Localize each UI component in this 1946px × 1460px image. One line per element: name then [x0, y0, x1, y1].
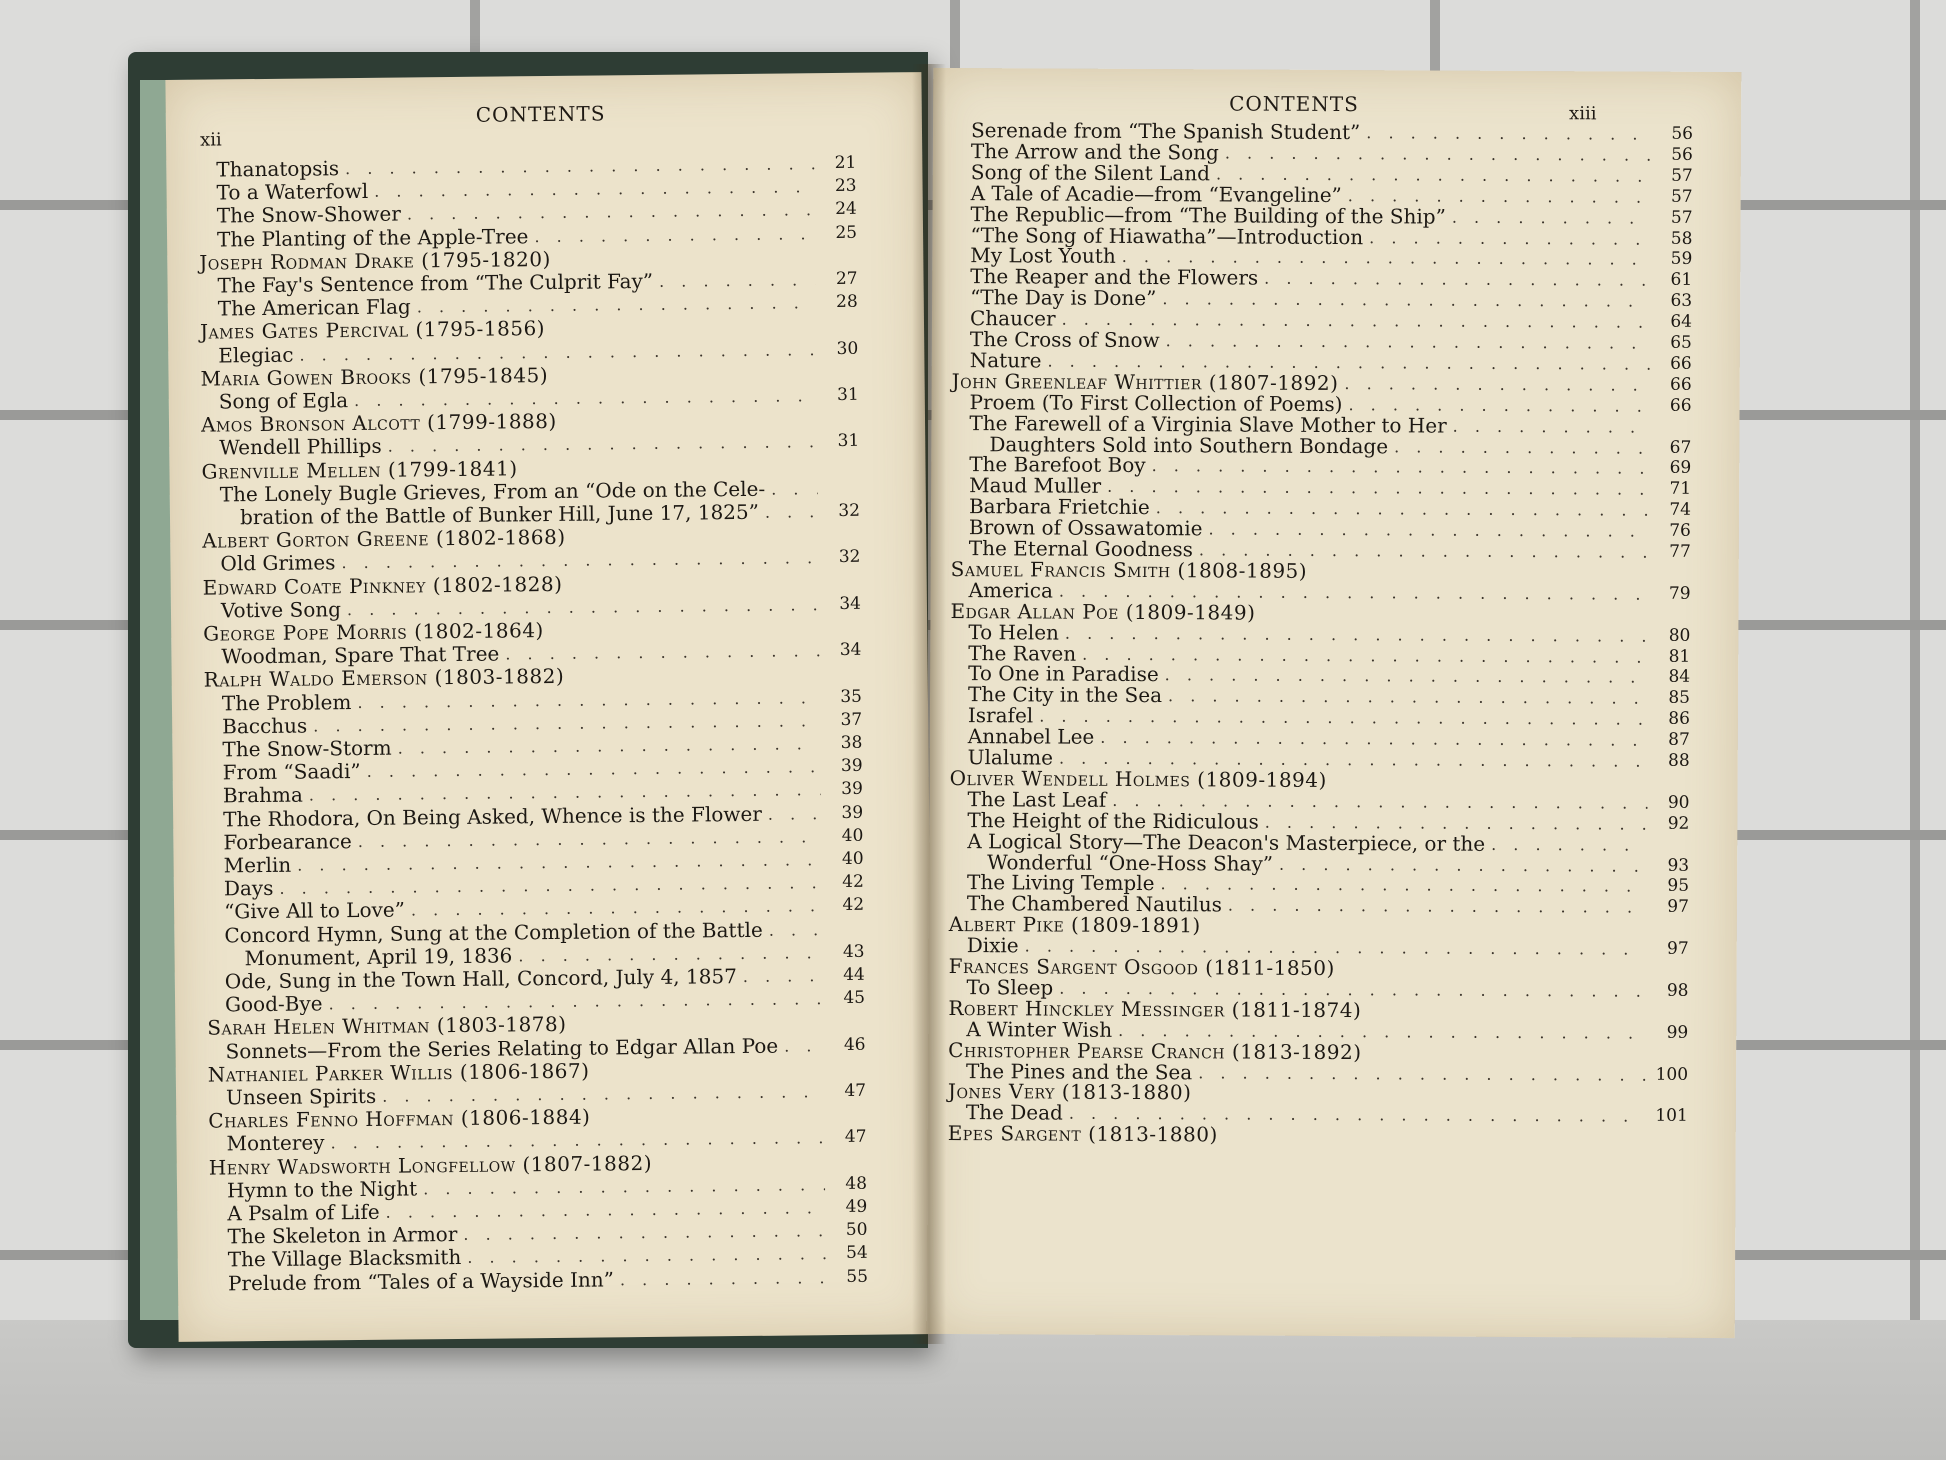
toc-author-name: Edward Coate Pinkney (1802-1828)	[202, 571, 563, 600]
toc-entry-title: A Tale of Acadie—from “Evangeline”	[970, 180, 1342, 207]
toc-author-name: Samuel Francis Smith (1808-1895)	[950, 556, 1308, 583]
toc-page-number: 84	[1668, 667, 1691, 688]
dot-leader	[1264, 268, 1650, 291]
toc-author-name: Robert Hinckley Messinger (1811-1874)	[948, 995, 1362, 1022]
toc-page-number: 87	[1668, 729, 1690, 750]
toc-entry-title: Monterey	[226, 1130, 325, 1156]
toc-page-number: 57	[1671, 165, 1693, 186]
toc-entry-title: Monument, April 19, 1836	[244, 943, 513, 971]
toc-entry-title: Wendell Phillips	[219, 434, 382, 460]
toc-entry-row	[228, 1266, 868, 1294]
toc-entry-title: The Dead	[965, 1100, 1063, 1125]
toc-page-number: 42	[842, 895, 865, 916]
dot-leader	[345, 153, 814, 179]
toc-entry-title: Ulalume	[967, 745, 1054, 770]
toc-entry-title: bration of the Battle of Bunker Hill, June 17, 1825”	[239, 499, 760, 530]
toc-page-number: 35	[840, 686, 863, 707]
toc-entry-title: The Cross of Snow	[969, 327, 1160, 353]
dot-leader	[347, 594, 819, 620]
toc-page-number: 30	[836, 338, 859, 359]
dot-leader	[1225, 142, 1651, 165]
toc-page-number: 55	[846, 1266, 869, 1287]
dot-leader	[467, 1244, 826, 1269]
toc-author-name: Oliver Wendell Holmes (1809-1894)	[949, 765, 1327, 792]
toc-entry-title: Annabel Lee	[967, 724, 1095, 749]
toc-page-number: 66	[1669, 374, 1692, 395]
toc-entry-title: The Snow-Shower	[216, 201, 402, 228]
toc-entry-title: To One in Paradise	[968, 661, 1159, 687]
toc-page-number: 85	[1668, 688, 1691, 709]
toc-page-number: 34	[839, 639, 862, 661]
toc-page-number: 66	[1670, 353, 1692, 374]
toc-entry-title: “The Day is Done”	[970, 285, 1157, 311]
toc-author-name: Albert Gorton Greene (1802-1868)	[202, 525, 566, 553]
toc-page-number: 39	[840, 755, 863, 777]
toc-page-number: 61	[1670, 270, 1693, 291]
toc-page-number: 74	[1669, 499, 1692, 521]
toc-entry-title: A Winter Wish	[966, 1016, 1113, 1042]
toc-entry-title: The Height of the Ridiculous	[967, 807, 1259, 834]
toc-page-number: 31	[837, 431, 860, 452]
toc-page-number: 50	[845, 1219, 868, 1241]
dot-leader	[1344, 373, 1649, 396]
toc-entry-title: The American Flag	[217, 294, 411, 321]
dot-leader	[1453, 415, 1650, 437]
toc-page-number: 64	[1670, 311, 1693, 332]
toc-author-name: Jones Very (1813-1880)	[947, 1079, 1192, 1105]
toc-author-name: Grenville Mellen (1799-1841)	[201, 455, 518, 484]
toc-entry-title: Elegiac	[218, 342, 294, 368]
toc-page-number: 77	[1669, 541, 1691, 562]
toc-entry-title: The Eternal Goodness	[968, 536, 1193, 562]
toc-entry-title: America	[968, 577, 1053, 603]
toc-page-number: 57	[1670, 186, 1693, 207]
toc-entry-title: Song of the Silent Land	[970, 159, 1211, 186]
dot-leader	[1279, 853, 1647, 876]
toc-entry-title: Ode, Sung in the Town Hall, Concord, July 4, 1857	[224, 964, 737, 994]
dot-leader	[765, 501, 818, 523]
dot-leader	[417, 292, 816, 317]
toc-author-name: Edgar Allan Poe (1809-1849)	[950, 598, 1256, 625]
dot-leader	[1165, 665, 1649, 689]
toc-entry-title: The Rhodora, On Being Asked, Whence is the Flower	[223, 801, 762, 832]
toc-entry-title: Serenade from “The Spanish Student”	[970, 118, 1361, 145]
dot-leader	[423, 1174, 825, 1199]
toc-author-name: James Gates Percival (1795-1856)	[199, 316, 546, 345]
toc-page-number: 95	[1667, 876, 1690, 897]
dot-leader	[328, 988, 823, 1014]
dot-leader	[1208, 518, 1648, 541]
toc-page-number: 47	[844, 1080, 867, 1101]
toc-page-number: 101	[1655, 1105, 1688, 1127]
toc-author-name: George Pope Morris (1802-1864)	[203, 618, 544, 646]
toc-author-name: Henry Wadsworth Longfellow (1807-1882)	[208, 1150, 653, 1180]
dot-leader	[1156, 497, 1649, 521]
toc-author-name: Amos Bronson Alcott (1799-1888)	[200, 409, 557, 437]
toc-entry-title: To Helen	[968, 619, 1060, 645]
toc-author-name: Epes Sargent (1813-1880)	[947, 1121, 1218, 1147]
toc-page-number: 21	[834, 152, 857, 173]
toc-page-number: 56	[1671, 144, 1693, 165]
dot-leader	[463, 1220, 825, 1245]
toc-page-number: 28	[836, 291, 858, 313]
toc-page-number: 63	[1670, 290, 1693, 312]
toc-page-number: 43	[842, 941, 865, 962]
toc-entry-title: The Skeleton in Armor	[227, 1222, 458, 1249]
toc-entry-title: The Fay's Sentence from “The Culprit Fay”	[217, 268, 654, 298]
toc-entry-title: Chaucer	[969, 306, 1056, 331]
toc-page-number: 32	[838, 500, 861, 521]
toc-entry-title: To Sleep	[966, 974, 1054, 1000]
toc-page-number: 24	[835, 199, 857, 220]
toc-entry-title: To a Waterfowl	[216, 179, 369, 205]
toc-page-number: 46	[843, 1034, 866, 1055]
dot-leader	[299, 339, 816, 365]
toc-entry-title: The Living Temple	[966, 870, 1155, 896]
dot-leader	[659, 269, 816, 292]
toc-entry-title: Brown of Ossawatomie	[968, 515, 1203, 541]
toc-entry-title: The Raven	[968, 640, 1077, 666]
dot-leader	[1166, 330, 1650, 354]
right-page-heading: CONTENTS	[1229, 91, 1359, 117]
toc-author-name: Albert Pike (1809-1891)	[948, 912, 1201, 938]
toc-entry-title: The Chambered Nautilus	[966, 891, 1222, 917]
toc-page-number: 34	[839, 593, 862, 614]
toc-page-number: 58	[1670, 228, 1693, 249]
toc-entry-title: Wonderful “One-Hoss Shay”	[987, 849, 1274, 876]
toc-entry-title: Old Grimes	[220, 550, 336, 576]
toc-page-number: 66	[1669, 395, 1692, 416]
toc-entry-title: Dixie	[966, 933, 1019, 958]
dot-leader	[386, 1197, 826, 1223]
toc-author-name: Joseph Rodman Drake (1795-1820)	[199, 246, 551, 275]
dot-leader	[407, 200, 815, 225]
dot-leader	[341, 548, 818, 574]
toc-entry-title: Hymn to the Night	[226, 1176, 418, 1203]
toc-entry-title: Song of Egla	[218, 388, 349, 414]
toc-entry-title: Brahma	[222, 782, 303, 808]
dot-leader	[1162, 288, 1650, 312]
dot-leader	[330, 1128, 824, 1154]
dot-leader	[1152, 455, 1650, 479]
toc-entry-title: The Snow-Storm	[222, 735, 392, 762]
toc-author-name: Ralph Waldo Emerson (1803-1882)	[203, 664, 565, 693]
dot-leader	[771, 478, 818, 499]
toc-entry-title: Daughters Sold into Southern Bondage	[989, 431, 1389, 458]
toc-entry-title: A Logical Story—The Deacon's Masterpiece, or the	[967, 828, 1486, 856]
toc-entry-title: The Farewell of a Virginia Slave Mother to Her	[969, 410, 1447, 438]
dot-leader	[1452, 206, 1651, 228]
toc-page-number: 67	[1669, 437, 1692, 458]
toc-entry-title: Bacchus	[222, 713, 308, 739]
dot-leader	[1228, 895, 1647, 918]
toc-entry-title: Votive Song	[220, 596, 342, 623]
toc-page-number: 97	[1667, 897, 1689, 918]
toc-page-number: 39	[841, 779, 863, 800]
toc-page-number: 80	[1668, 625, 1691, 646]
toc-entry-title: The Problem	[221, 689, 352, 716]
toc-page-number: 42	[842, 871, 864, 893]
toc-page-number: 38	[840, 732, 863, 753]
toc-page-number: 98	[1666, 980, 1689, 1001]
toc-entry-title: Barbara Frietchie	[968, 494, 1150, 520]
toc-entry-title: Concord Hymn, Sung at the Completion of the Battle	[224, 917, 763, 948]
dot-leader	[374, 176, 815, 202]
dot-leader	[1160, 873, 1647, 897]
toc-entry-title: The Arrow and the Song	[970, 138, 1219, 165]
toc-entry-title: Unseen Spirits	[225, 1083, 377, 1110]
right-page	[927, 68, 1742, 1338]
left-page-number: xii	[199, 129, 222, 151]
toc-page-number: 56	[1671, 123, 1694, 144]
dot-leader	[769, 919, 823, 941]
toc-entry-title: Good-Bye	[224, 991, 323, 1017]
toc-author-row	[948, 1123, 1688, 1148]
left-page-heading: CONTENTS	[475, 101, 606, 127]
toc-page-number: 54	[845, 1243, 868, 1264]
toc-author-name: Nathaniel Parker Willis (1806-1867)	[207, 1058, 590, 1087]
toc-page-number: 39	[841, 802, 864, 823]
toc-entry-title: Prelude from “Tales of a Wayside Inn”	[227, 1266, 615, 1295]
toc-page-number: 49	[845, 1196, 868, 1217]
dot-leader	[1168, 685, 1648, 709]
toc-page-number: 40	[841, 848, 864, 869]
toc-entry-title: Thanatopsis	[216, 156, 340, 182]
dot-leader	[1100, 727, 1648, 751]
dot-leader	[354, 385, 817, 411]
dot-leader	[388, 432, 818, 457]
right-page-number: xiii	[1569, 103, 1597, 125]
dot-leader	[398, 733, 821, 758]
toc-page-number: 45	[843, 987, 866, 1009]
dot-leader	[358, 826, 822, 852]
toc-page-number: 86	[1668, 708, 1690, 730]
toc-page-number: 23	[834, 175, 857, 197]
toc-page-number: 90	[1667, 792, 1690, 813]
toc-page-number: 92	[1667, 813, 1690, 834]
toc-page-number: 65	[1670, 332, 1692, 353]
toc-page-number: 97	[1667, 938, 1689, 959]
toc-page-number: 81	[1668, 646, 1691, 667]
toc-page-number: 31	[837, 384, 859, 405]
dot-leader	[1394, 436, 1649, 458]
dot-leader	[367, 756, 821, 782]
toc-entry-title: The Planting of the Apple-Tree	[216, 223, 529, 252]
dot-leader	[382, 1081, 824, 1107]
toc-page-number: 57	[1670, 207, 1693, 228]
toc-page-number: 37	[840, 709, 863, 730]
toc-page-number: 25	[835, 222, 858, 243]
toc-entry-title: Nature	[969, 347, 1042, 373]
dot-leader	[297, 849, 822, 875]
toc-page-number: 32	[838, 547, 861, 568]
toc-author-name: Sarah Helen Whitman (1803-1878)	[207, 1012, 567, 1040]
toc-page-number: 47	[844, 1127, 867, 1148]
dot-leader	[1107, 476, 1649, 500]
toc-page-number: 79	[1668, 583, 1691, 604]
toc-entry-title: The Last Leaf	[967, 786, 1107, 812]
dot-leader	[357, 687, 820, 713]
book-gutter	[912, 64, 946, 1344]
toc-entry-title: Merlin	[223, 852, 292, 878]
toc-entry-title: “The Song of Hiawatha”—Introduction	[970, 222, 1364, 249]
toc-page-number: 27	[835, 268, 858, 289]
toc-page-number: 100	[1655, 1064, 1689, 1085]
toc-entry-title: The Village Blacksmith	[227, 1245, 462, 1272]
dot-leader	[1366, 122, 1651, 144]
toc-page-number: 93	[1667, 855, 1690, 876]
toc-entry-title: The Barefoot Boy	[969, 452, 1146, 478]
toc-author-name: Maria Gowen Brooks (1795-1845)	[200, 362, 549, 391]
toc-entry-title: Proem (To First Collection of Poems)	[969, 389, 1343, 416]
toc-entry-title: Israfel	[967, 703, 1034, 728]
toc-page-number: 69	[1669, 458, 1692, 479]
toc-page-number: 48	[845, 1173, 868, 1194]
toc-entry-title: Forbearance	[223, 828, 352, 855]
toc-page-number: 76	[1669, 520, 1691, 541]
dot-leader	[768, 803, 821, 825]
dot-leader	[1198, 1062, 1646, 1085]
toc-entry-title: “Give All to Love”	[224, 897, 406, 924]
dot-leader	[1491, 833, 1647, 855]
toc-entry-title: Woodman, Spare That Tree	[221, 641, 500, 669]
toc-page-number: 88	[1668, 750, 1690, 771]
dot-leader	[784, 1035, 824, 1056]
toc-entry-title: Days	[223, 876, 274, 901]
dot-leader	[743, 965, 823, 987]
toc-entry-title: The Pines and the Sea	[966, 1058, 1193, 1084]
toc-entry-title: A Psalm of Life	[227, 1199, 380, 1226]
dot-leader	[1369, 227, 1650, 249]
dot-leader	[620, 1267, 826, 1290]
toc-entry-title: From “Saadi”	[222, 759, 361, 785]
toc-entry-title: The City in the Sea	[967, 682, 1163, 708]
toc-entry-title: Maud Muller	[969, 473, 1102, 499]
dot-leader	[534, 223, 815, 247]
toc-page-number: 99	[1666, 1022, 1689, 1043]
toc-page-number: 59	[1670, 249, 1693, 270]
dot-leader	[279, 872, 822, 899]
toc-entry-title: The Republic—from “The Building of the Ship”	[970, 201, 1446, 229]
dot-leader	[518, 942, 822, 966]
toc-author-name: Christopher Pearse Cranch (1813-1892)	[948, 1037, 1362, 1064]
toc-author-name: John Greenleaf Whittier (1807-1892)	[951, 368, 1339, 395]
dot-leader	[505, 640, 819, 664]
dot-leader	[313, 710, 820, 736]
toc-entry-title: Sonnets—From the Series Relating to Edgar Allan Poe	[225, 1033, 779, 1064]
toc-entry-title: The Lonely Bugle Grieves, From an “Ode on the Cele-	[219, 476, 766, 507]
toc-page-number: 40	[841, 825, 864, 846]
toc-author-name: Frances Sargent Osgood (1811-1850)	[948, 953, 1335, 981]
toc-page-number: 44	[843, 964, 865, 985]
toc-entry-title: The Reaper and the Flowers	[970, 264, 1259, 290]
toc-entry-title: My Lost Youth	[970, 243, 1116, 269]
toc-author-name: Charles Fenno Hoffman (1806-1884)	[208, 1104, 591, 1133]
toc-page-number: 71	[1669, 479, 1692, 500]
left-page	[165, 72, 934, 1342]
